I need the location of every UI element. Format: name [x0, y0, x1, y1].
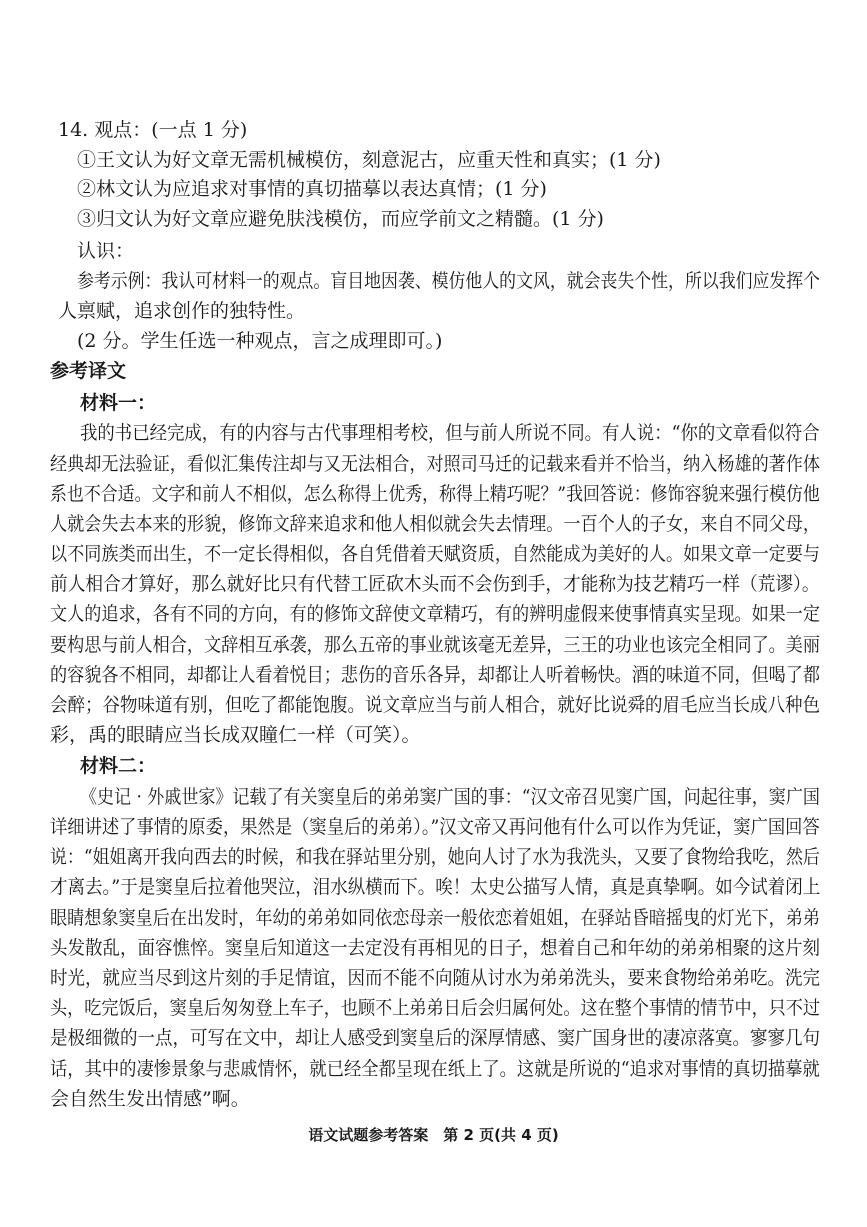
q14-scoring-note: (2 分。学生任选一种观点，言之成理即可。)	[77, 330, 443, 352]
material2-label: 材料二：	[80, 755, 157, 777]
material1-line: 的容貌各不相同，却都让人看着悦目；悲伤的音乐各异，却都让人听着畅快。酒的味道不同，但喝了都	[50, 664, 821, 686]
q14-point-3: ③归文认为好文章应避免肤浅模仿，而应学前文之精髓。(1 分)	[77, 208, 604, 230]
material2-line: 话，其中的凄惨景象与悲戚情怀，就已经全都呈现在纸上了。这就是所说的“追求对事情的真切描摹就	[50, 1058, 820, 1080]
material2-line: 会自然生发出情感”啊。	[50, 1088, 250, 1110]
material2-line: 说：“姐姐离开我向西去的时候，和我在驿站里分别，她向人讨了水为我洗头，又要了食物给我吃，然后	[50, 846, 820, 868]
q14-example-line-1: 参考示例：我认可材料一的观点。盲目地因袭、模仿他人的文风，就会丧失个性，所以我们应发挥个	[77, 270, 821, 292]
material1-line: 彩，禹的眼睛应当长成双瞳仁一样（可笑）。	[50, 724, 421, 746]
material1-line: 人就会失去本来的形貌，修饰文辞来追求和他人相似就会失去情理。一百个人的子女，来自不同父母，	[50, 513, 821, 535]
material1-line: 前人相合才算好，那么就好比只有代替工匠砍木头而不会伤到手，才能称为技艺精巧一样（荒谬）。	[50, 573, 820, 595]
material1-line: 系也不合适。文字和前人不相似，怎么称得上优秀，称得上精巧呢？”我回答说：修饰容貌来强行模仿他	[50, 483, 820, 505]
q14-recognition-label: 认识：	[77, 240, 135, 262]
q14-example-line-2: 人禀赋，追求创作的独特性。	[58, 300, 306, 322]
material1-line: 文人的追求，各有不同的方向，有的修饰文辞使文章精巧，有的辨明虚假来使事情真实呈现。如果一定	[50, 603, 821, 625]
material2-line: 头，吃完饭后，窦皇后匆匆登上车子，也顾不上弟弟日后会归属何处。这在整个事情的情节中，只不过	[50, 997, 821, 1019]
material2-line: 详细讲述了事情的原委，果然是（窦皇后的弟弟）。”汉文帝又再问他有什么可以作为凭证，窦广国回答	[50, 816, 820, 838]
q14-point-2: ②林文认为应追求对事情的真切描摹以表达真情；(1 分)	[77, 178, 547, 200]
material1-line: 经典却无法验证，看似汇集传注却与又无法相合，对照司马迁的记载来看并不恰当，纳入杨雄的著作体	[50, 453, 821, 475]
page-footer: 语文试题参考答案 第 2 页(共 4 页)	[308, 1126, 559, 1144]
material2-line: 《史记 · 外戚世家》记载了有关窦皇后的弟弟窦广国的事：“汉文帝召见窦广国，问起往事，窦广国	[80, 786, 820, 808]
material1-label: 材料一：	[80, 392, 157, 414]
material1-line: 以不同族类而出生，不一定长得相似，各自凭借着天赋资质，自然能成为美好的人。如果文章一定要与	[50, 543, 821, 565]
material2-line: 才离去。”于是窦皇后拉着他哭泣，泪水纵横而下。唉！太史公描写人情，真是真挚啊。如今试着闭上	[50, 876, 821, 898]
material2-line: 是极细微的一点，可写在文中，却让人感受到窦皇后的深厚情感、窦广国身世的凄凉落寞。寥寥几句	[50, 1027, 821, 1049]
material1-line: 会醉；谷物味道有别，但吃了都能饱腹。说文章应当与前人相合，就好比说舜的眉毛应当长成八种色	[50, 694, 821, 716]
material2-line: 头发散乱，面容憔悴。窦皇后知道这一去定没有再相见的日子，想着自己和年幼的弟弟相聚的这片刻	[50, 937, 821, 959]
material2-line: 眼睛想象窦皇后在出发时，年幼的弟弟如同依恋母亲一般依恋着姐姐，在驿站昏暗摇曳的灯光下，弟弟	[50, 907, 821, 929]
material2-line: 时光，就应当尽到这片刻的手足情谊，因而不能不向随从讨水为弟弟洗头，要来食物给弟弟吃。洗完	[50, 967, 821, 989]
translation-heading: 参考译文	[50, 360, 127, 382]
material1-line: 要构思与前人相合，文辞相互承袭，那么五帝的事业就该毫无差异，三王的功业也该完全相同了。美丽	[50, 634, 821, 656]
material1-line: 我的书已经完成，有的内容与古代事理相考校，但与前人所说不同。有人说：“你的文章看似符合	[80, 422, 820, 444]
q14-point-1: ①王文认为好文章无需机械模仿，刻意泥古，应重天性和真实；(1 分)	[77, 149, 661, 171]
q14-heading: 14. 观点：(一点 1 分)	[58, 119, 248, 141]
